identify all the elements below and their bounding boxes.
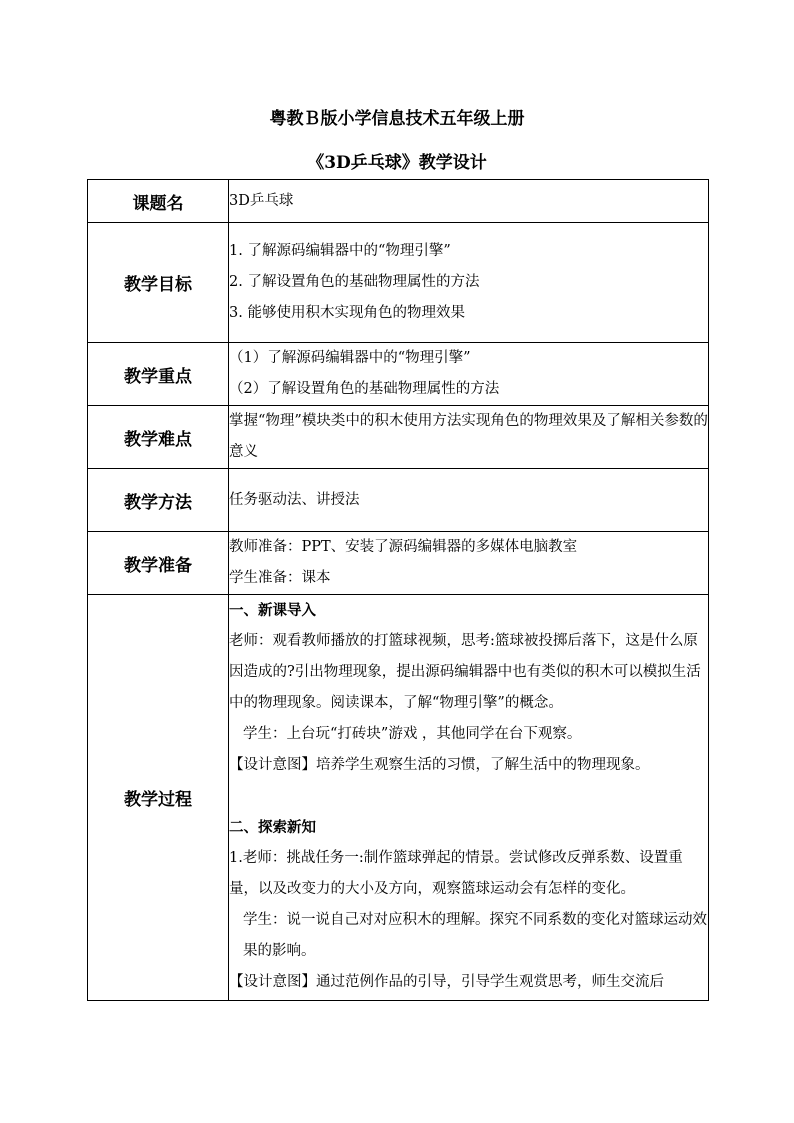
table-row <box>88 180 709 223</box>
content-line: （1）了解源码编辑器中的“物理引擎” <box>229 350 471 366</box>
table-row <box>88 406 709 469</box>
row-content-objectives <box>229 223 709 343</box>
intent-tag: 【设计意图】 <box>229 974 316 990</box>
intent-tag: 【设计意图】 <box>229 757 316 773</box>
row-label-difficulties: 教学难点 <box>88 406 229 469</box>
paragraph: 学生：上台玩“打砖块”游戏 ，其他同学在台下观察。 <box>243 726 582 742</box>
content-line: 任务驱动法、讲授法 <box>229 491 360 508</box>
paragraph: 老师：观看教师播放的打篮球视频，思考:篮球被投掷后落下，这是什么原因造成的?引出物理现象，提出源码编辑器中也有类似的积木可以模拟生活中的物理现象。阅读课本，了解“物理引擎”的概念。 <box>229 633 701 711</box>
section-heading: 二、探索新知 <box>229 819 316 836</box>
row-content-key-points <box>229 343 709 406</box>
intent-text: 培养学生观察生活的习惯，了解生活中的物理现象。 <box>316 757 650 773</box>
row-label-objectives: 教学目标 <box>88 223 229 343</box>
row-label-methods: 教学方法 <box>88 469 229 532</box>
row-label-key-points: 教学重点 <box>88 343 229 406</box>
table-row <box>88 223 709 343</box>
table-row <box>88 532 709 595</box>
content-line: 1. 了解源码编辑器中的“物理引擎” <box>229 243 451 259</box>
table-row <box>88 343 709 406</box>
row-content-process <box>229 595 709 1001</box>
table-row <box>88 469 709 532</box>
content-line: （2）了解设置角色的基础物理属性的方法 <box>229 381 500 397</box>
content-line: 3. 能够使用积木实现角色的物理效果 <box>229 305 465 321</box>
paragraph: 1.老师：挑战任务一:制作篮球弹起的情景。尝试修改反弹系数、设置重量，以及改变力的大小及方向，观察篮球运动会有怎样的变化。 <box>229 850 683 897</box>
design-intent <box>229 750 708 781</box>
section-heading: 一、新课导入 <box>229 602 316 619</box>
content-line: 2. 了解设置角色的基础物理属性的方法 <box>229 274 480 290</box>
row-content-methods <box>229 469 709 532</box>
row-content-difficulties <box>229 406 709 469</box>
content-line: 掌握“物理”模块类中的积木使用方法实现角色的物理效果及了解相关参数的意义 <box>229 413 708 460</box>
row-label-topic: 课题名 <box>88 180 229 223</box>
spacer <box>229 781 708 812</box>
content-line: 教师准备：PPT、安装了源码编辑器的多媒体电脑教室 <box>229 539 578 555</box>
table-row <box>88 595 709 1001</box>
document-subtitle: 《3D乒乓球》教学设计 <box>307 153 487 173</box>
paragraph: 学生：说一说自己对对应积木的理解。探究不同系数的变化对篮球运动效果的影响。 <box>243 912 707 959</box>
design-intent <box>229 967 708 998</box>
row-content-topic <box>229 180 709 223</box>
row-content-preparation <box>229 532 709 595</box>
document-title: 粤教Ｂ版小学信息技术五年级上册 <box>269 109 525 129</box>
content-line: 学生准备：课本 <box>229 570 331 586</box>
content-line: 3D乒乓球 <box>229 192 294 209</box>
lesson-plan-table <box>87 179 709 1001</box>
intent-text: 通过范例作品的引导，引导学生观赏思考，师生交流后 <box>316 974 664 990</box>
row-label-preparation: 教学准备 <box>88 532 229 595</box>
row-label-process: 教学过程 <box>88 595 229 1001</box>
